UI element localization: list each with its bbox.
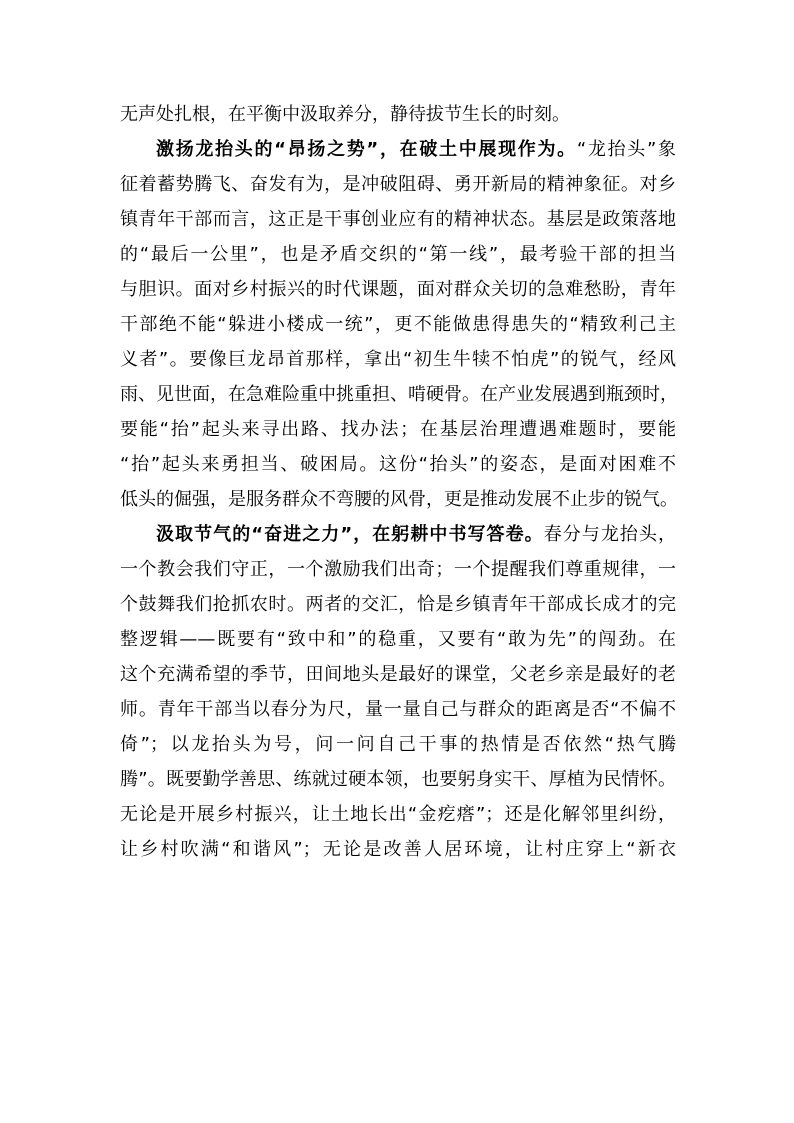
bold-lead-sentence: 汲取节气的“奋进之力”，在躬耕中书写答卷。 (156, 524, 544, 545)
text-line (120, 832, 676, 867)
text-line (120, 132, 676, 167)
text-line (120, 587, 676, 622)
line-text: 干部绝不能“躲进小楼成一统”，更不能做患得患失的“精致利己主 (120, 314, 676, 335)
line-text: 与胆识。面对乡村振兴的时代课题，面对群众关切的急难愁盼，青年 (120, 279, 676, 300)
line-text: 一个教会我们守正，一个激励我们出奇；一个提醒我们尊重规律，一 (120, 559, 676, 580)
line-text: 义者”。要像巨龙昂首那样，拿出“初生牛犊不怕虎”的锐气，经风 (120, 349, 676, 370)
text-line (120, 377, 676, 412)
text-line (120, 412, 676, 447)
text-line (120, 692, 676, 727)
text-line (120, 622, 676, 657)
text-line (120, 797, 676, 832)
text-line (120, 517, 676, 552)
text-line (120, 307, 676, 342)
text-line (120, 762, 676, 797)
line-text: “抬”起头来勇担当、破困局。这份“抬头”的姿态，是面对困难不 (120, 454, 676, 475)
line-text: 师。青年干部当以春分为尺，量一量自己与群众的距离是否“不偏不 (120, 699, 676, 720)
line-text: 雨、见世面，在急难险重中挑重担、啃硬骨。在产业发展遇到瓶颈时， (120, 384, 678, 405)
line-text: 的“最后一公里”，也是矛盾交织的“第一线”，最考验干部的担当 (120, 244, 676, 265)
line-text: 倚”；以龙抬头为号，问一问自己干事的热情是否依然“热气腾 (120, 734, 676, 755)
line-text: 无声处扎根，在平衡中汲取养分，静待拔节生长的时刻。 (120, 104, 570, 125)
document-body (120, 97, 676, 867)
text-line (120, 552, 676, 587)
line-text: 征着蓄势腾飞、奋发有为，是冲破阻碍、勇开新局的精神象征。对乡 (120, 174, 676, 195)
line-text: 要能“抬”起头来寻出路、找办法；在基层治理遭遇难题时，要能 (120, 419, 676, 440)
line-text: 腾”。既要勤学善思、练就过硬本领，也要躬身实干、厚植为民情怀。 (120, 769, 676, 790)
text-line (120, 272, 676, 307)
text-line (120, 202, 676, 237)
line-text: 个鼓舞我们抢抓农时。两者的交汇，恰是乡镇青年干部成长成才的完 (120, 594, 676, 615)
text-line (120, 97, 676, 132)
line-text: 让乡村吹满“和谐风”；无论是改善人居环境，让村庄穿上“新衣 (120, 839, 676, 860)
line-text: 春分与龙抬头， (543, 524, 676, 545)
line-text: 低头的倔强，是服务群众不弯腰的风骨，更是推动发展不止步的锐气。 (120, 489, 678, 510)
line-text: 镇青年干部而言，这正是干事创业应有的精神状态。基层是政策落地 (120, 209, 676, 230)
line-text: 无论是开展乡村振兴，让土地长出“金疙瘩”；还是化解邻里纠纷， (120, 804, 676, 825)
text-line (120, 657, 676, 692)
bold-lead-sentence: 激扬龙抬头的“昂扬之势”，在破土中展现作为。 (156, 139, 577, 160)
line-text: 整逻辑——既要有“致中和”的稳重，又要有“敢为先”的闯劲。在 (120, 629, 676, 650)
text-line (120, 447, 676, 482)
line-text: 这个充满希望的季节，田间地头是最好的课堂，父老乡亲是最好的老 (120, 664, 676, 685)
line-text: “龙抬头”象 (576, 139, 676, 160)
text-line (120, 342, 676, 377)
text-line (120, 167, 676, 202)
text-line (120, 237, 676, 272)
text-line (120, 727, 676, 762)
text-line (120, 482, 676, 517)
